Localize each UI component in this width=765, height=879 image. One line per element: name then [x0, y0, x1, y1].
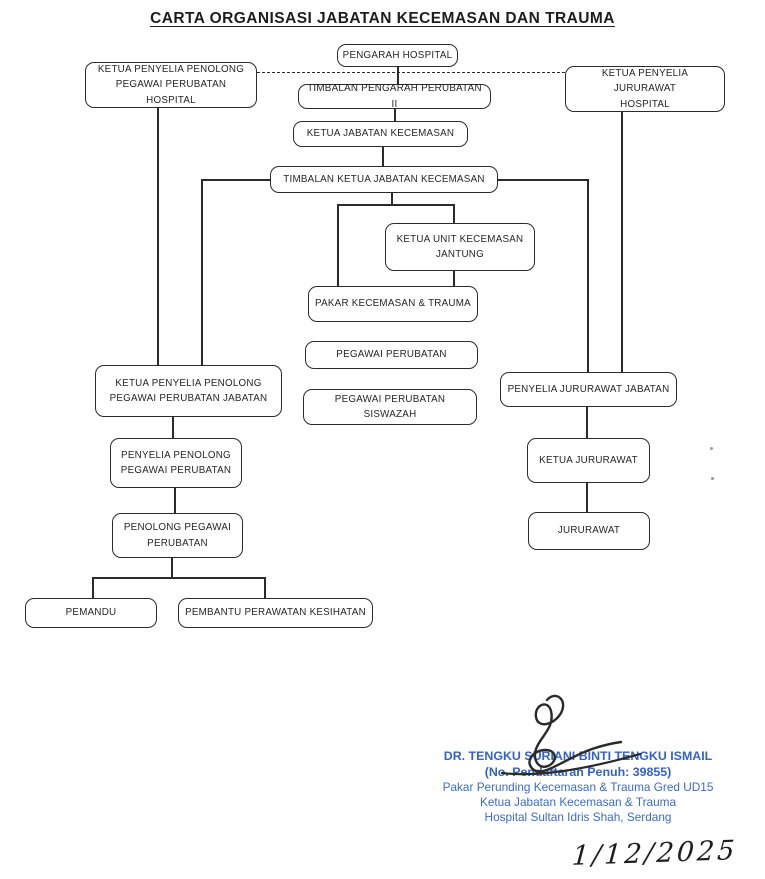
- signatory-name: DR. TENGKU SURIANI BINTI TENGKU ISMAIL: [443, 749, 713, 763]
- connector-line: [202, 179, 270, 181]
- org-node-label: PEGAWAI PERUBATAN JABATAN: [109, 393, 268, 404]
- org-node-label: TIMBALAN PENGARAH PERUBATAN II: [307, 83, 482, 110]
- org-node-label: KETUA JURURAWAT: [539, 454, 638, 466]
- org-node-label: KETUA JABATAN KECEMASAN: [306, 128, 455, 140]
- org-node-label: PENYELIA PENOLONG: [121, 449, 231, 461]
- connector-line: [621, 112, 623, 372]
- handwritten-date: 1/12/2025: [570, 835, 739, 872]
- org-node-label: KETUA PENYELIA PENOLONG: [97, 64, 245, 76]
- org-node-pakar-kecemasan-trauma: [308, 286, 478, 322]
- org-node-ketua-penyelia-jururawat-hospital: [565, 66, 725, 112]
- page-title: CARTA ORGANISASI JABATAN KECEMASAN DAN TRAUMA: [150, 10, 615, 27]
- org-node-label: PENOLONG PEGAWAI: [123, 522, 232, 534]
- connector-line: [157, 108, 159, 365]
- signatory-registration-number: (No. Pendaftaran Penuh: 39855): [484, 764, 672, 779]
- org-node-label: PERUBATAN: [147, 537, 208, 549]
- connector-line: [201, 179, 203, 365]
- org-node-ketua-jururawat: [527, 438, 650, 483]
- org-node-ketua-jabatan-kecemasan: [293, 121, 468, 147]
- org-node-ketua-unit-kecemasan-jantung: [385, 223, 535, 271]
- connector-line: [171, 558, 173, 578]
- connector-line: [587, 179, 589, 372]
- org-node-label: HOSPITAL: [620, 98, 670, 110]
- org-node-penolong-pegawai-perubatan: [112, 513, 243, 558]
- org-node-label: KETUA PENYELIA JURURAWAT: [601, 68, 689, 95]
- org-node-label: PEMBANTU PERAWATAN KESIHATAN: [185, 607, 366, 619]
- org-node-label: PENYELIA JURURAWAT JABATAN: [507, 383, 670, 395]
- org-node-label: PENGARAH HOSPITAL: [342, 49, 453, 61]
- org-node-label: PAKAR KECEMASAN & TRAUMA: [315, 298, 471, 310]
- org-node-pengarah-hospital: [337, 44, 458, 67]
- org-node-ketua-penyelia-penolong-jabatan: [95, 365, 282, 417]
- org-node-timbalan-ketua-jabatan-kecemasan: [270, 166, 498, 193]
- connector-line: [92, 577, 266, 579]
- org-node-label: JANTUNG: [435, 249, 484, 260]
- connector-line: [382, 147, 384, 166]
- connector-line: [453, 271, 455, 286]
- org-node-label: JURURAWAT: [557, 525, 621, 537]
- connector-line: [453, 204, 455, 223]
- scan-artifact: [710, 447, 713, 450]
- connector-line: [264, 577, 266, 598]
- connector-line: [586, 407, 588, 438]
- connector-line: [337, 204, 455, 206]
- signatory-role-line: Ketua Jabatan Kecemasan & Trauma: [479, 795, 677, 810]
- org-node-pemandu: [25, 598, 157, 628]
- org-node-label: TIMBALAN KETUA JABATAN KECEMASAN: [283, 173, 485, 185]
- org-node-pembantu-perawatan-kesihatan: [178, 598, 373, 628]
- org-node-ketua-penyelia-penolong-hospital: [85, 62, 257, 108]
- org-node-label: PEGAWAI PERUBATAN: [336, 349, 447, 361]
- org-node-pegawai-perubatan: [305, 341, 478, 369]
- org-node-label: KETUA UNIT KECEMASAN: [396, 233, 524, 245]
- signatory-hospital-line: Hospital Sultan Idris Shah, Serdang: [484, 810, 672, 825]
- connector-line: [172, 417, 174, 438]
- connector-line: [498, 179, 588, 181]
- handwritten-signature: [490, 692, 658, 788]
- org-node-penyelia-penolong-pegawai-perubatan: [110, 438, 242, 488]
- org-node-penyelia-jururawat-jabatan: [500, 372, 677, 407]
- connector-line: [586, 483, 588, 512]
- signatory-role-line: Pakar Perunding Kecemasan & Trauma Gred UD15: [442, 780, 714, 794]
- org-node-pegawai-perubatan-siswazah: [303, 389, 477, 425]
- scan-artifact: [711, 477, 714, 480]
- connector-line: [92, 577, 94, 598]
- org-node-label: PEGAWAI PERUBATAN HOSPITAL: [115, 79, 227, 106]
- connector-line: [174, 488, 176, 513]
- org-node-label: PEGAWAI PERUBATAN SISWAZAH: [334, 393, 446, 420]
- org-node-jururawat: [528, 512, 650, 550]
- connector-dashed-line: [257, 72, 565, 73]
- connector-line: [337, 204, 339, 286]
- org-node-timbalan-pengarah-perubatan-ii: [298, 84, 491, 109]
- org-node-label: PEGAWAI PERUBATAN: [120, 465, 232, 476]
- org-node-label: PEMANDU: [65, 607, 117, 619]
- org-node-label: KETUA PENYELIA PENOLONG: [115, 377, 262, 389]
